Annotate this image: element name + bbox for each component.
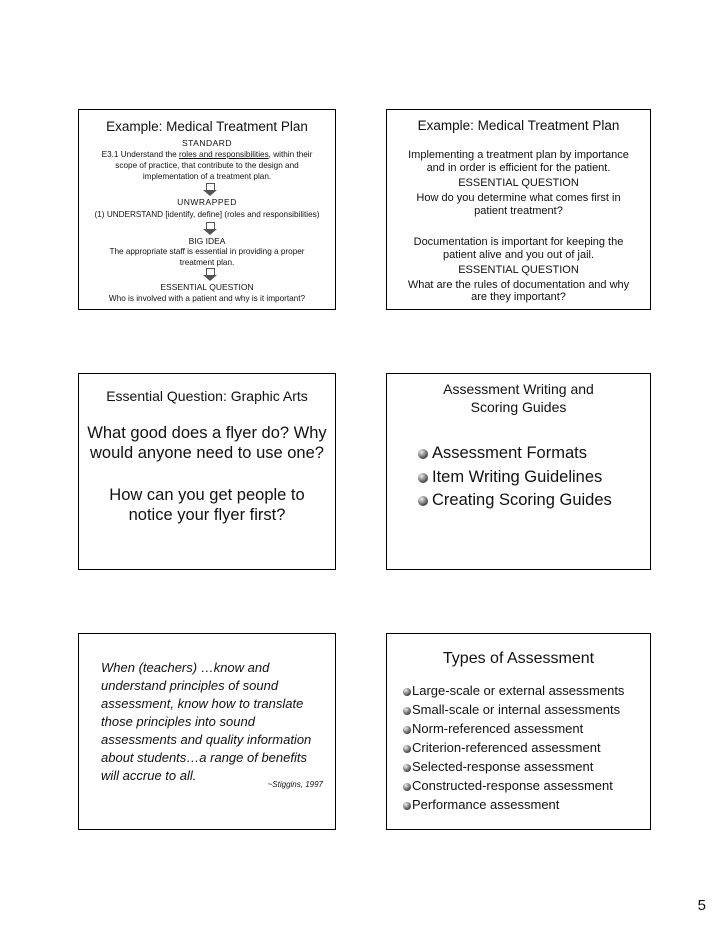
assessment-list bbox=[403, 681, 624, 814]
essential-question-text: are they important? bbox=[471, 291, 566, 303]
standard-text-line2: scope of practice, that contribute to the design and bbox=[115, 161, 299, 170]
list-item: Performance assessment bbox=[403, 795, 624, 814]
text-line: Implementing a treatment plan by importance bbox=[408, 149, 629, 161]
down-arrow-icon bbox=[203, 222, 217, 235]
quote-attribution: ~Stiggins, 1997 bbox=[267, 780, 323, 789]
bullet-icon bbox=[418, 449, 428, 459]
bullet-icon bbox=[403, 745, 411, 753]
essential-question-label: ESSENTIAL QUESTION bbox=[458, 264, 579, 276]
question-line: would anyone need to use one? bbox=[90, 444, 324, 462]
quote-line: assessments and quality information bbox=[101, 732, 312, 747]
list-item: Item Writing Guidelines bbox=[418, 468, 602, 487]
standard-text-line3: implementation of a treatment plan. bbox=[142, 172, 272, 181]
big-idea-label: BIG IDEA bbox=[188, 236, 226, 246]
big-idea-line1: The appropriate staff is essential in providing a proper bbox=[109, 247, 305, 256]
text-line: and in order is efficient for the patient. bbox=[426, 162, 611, 174]
list-item: Selected-response assessment bbox=[403, 757, 624, 776]
quote-line: will accrue to all. bbox=[101, 768, 197, 783]
page-number: 5 bbox=[697, 897, 706, 914]
essential-question-label: ESSENTIAL QUESTION bbox=[458, 177, 579, 189]
text-line: patient alive and you out of jail. bbox=[442, 249, 595, 261]
essential-question-text: patient treatment? bbox=[474, 205, 563, 217]
big-idea-line2: treatment plan. bbox=[179, 258, 235, 267]
slide-title: Assessment Writing and bbox=[443, 381, 594, 397]
bullet-icon bbox=[418, 496, 428, 506]
slide-stiggins-quote bbox=[78, 633, 336, 830]
slide-types-of-assessment bbox=[386, 633, 651, 830]
quote-line: about students…a range of benefits bbox=[101, 750, 307, 765]
bullet-icon bbox=[403, 726, 411, 734]
bullet-icon bbox=[403, 783, 411, 791]
down-arrow-icon bbox=[203, 268, 217, 281]
quote-block bbox=[101, 659, 311, 785]
slide-medical-plan-questions bbox=[386, 109, 651, 310]
slide-graphic-arts-question bbox=[78, 373, 336, 570]
list-item: Large-scale or external assessments bbox=[403, 681, 624, 700]
list-item: Constructed-response assessment bbox=[403, 776, 624, 795]
question-line: notice your flyer first? bbox=[128, 506, 286, 524]
list-item: Assessment Formats bbox=[418, 444, 587, 463]
standard-label: STANDARD bbox=[181, 138, 233, 148]
list-item: Criterion-referenced assessment bbox=[403, 738, 624, 757]
bullet-icon bbox=[403, 802, 411, 810]
quote-line: When (teachers) …know and bbox=[101, 660, 270, 675]
question-line: What good does a flyer do? Why bbox=[87, 424, 327, 442]
slide-medical-plan-unwrapped bbox=[78, 109, 336, 310]
slide-title: Example: Medical Treatment Plan bbox=[417, 118, 620, 133]
quote-line: those principles into sound bbox=[101, 714, 255, 729]
list-item: Norm-referenced assessment bbox=[403, 719, 624, 738]
essential-question-text: How do you determine what comes first in bbox=[416, 192, 621, 204]
down-arrow-icon bbox=[203, 183, 217, 196]
bullet-icon bbox=[403, 688, 411, 696]
quote-line: assessment, know how to translate bbox=[101, 696, 304, 711]
text-line: Documentation is important for keeping the bbox=[413, 236, 624, 248]
bullet-icon bbox=[418, 473, 428, 483]
bullet-icon bbox=[403, 764, 411, 772]
slide-title: Example: Medical Treatment Plan bbox=[106, 119, 308, 134]
essential-question-text: What are the rules of documentation and why bbox=[407, 279, 630, 291]
bullet-icon bbox=[403, 707, 411, 715]
slide-title: Types of Assessment bbox=[442, 650, 595, 667]
essential-question-label: ESSENTIAL QUESTION bbox=[160, 282, 254, 292]
essential-question-text: Who is involved with a patient and why is it important? bbox=[108, 294, 306, 303]
roles-responsibilities-text: roles and responsibilities bbox=[179, 150, 269, 159]
quote-line: understand principles of sound bbox=[101, 678, 279, 693]
standard-text-line1: E3.1 Understand the roles and responsibilities, within their bbox=[101, 150, 313, 159]
unwrapped-label: UNWRAPPED bbox=[177, 197, 237, 207]
list-item: Creating Scoring Guides bbox=[418, 491, 612, 510]
slide-title: Essential Question: Graphic Arts bbox=[106, 388, 308, 404]
list-item: Small-scale or internal assessments bbox=[403, 700, 624, 719]
slide-title: Scoring Guides bbox=[470, 399, 567, 415]
slide-assessment-writing bbox=[386, 373, 651, 570]
unwrapped-text: (1) UNDERSTAND [identify, define] (roles and responsibilities) bbox=[94, 210, 320, 219]
question-line: How can you get people to bbox=[109, 486, 305, 504]
